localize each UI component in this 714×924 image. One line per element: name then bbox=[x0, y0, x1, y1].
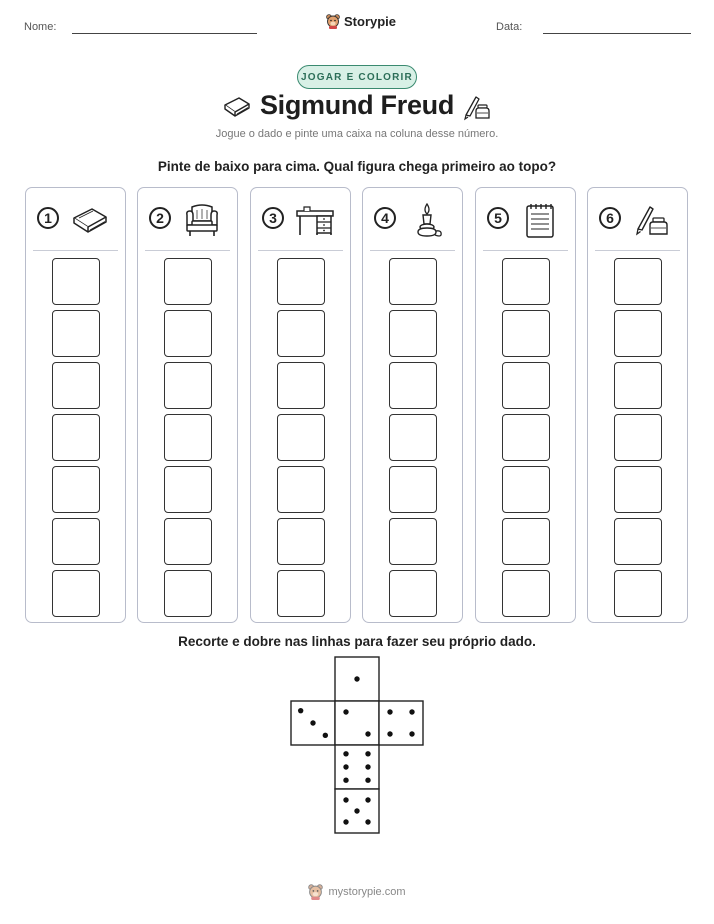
color-box[interactable] bbox=[277, 518, 325, 565]
instruction-text: Pinte de baixo para cima. Qual figura chega primeiro ao topo? bbox=[157, 159, 557, 174]
book-icon bbox=[70, 201, 110, 239]
dice-face-4 bbox=[379, 701, 423, 745]
dice-pip bbox=[409, 731, 414, 736]
brand-logo bbox=[326, 14, 396, 29]
dice-pip bbox=[354, 676, 359, 681]
color-box[interactable] bbox=[614, 570, 662, 617]
dice-pip bbox=[387, 709, 392, 714]
column-number: 4 bbox=[374, 207, 396, 229]
color-box[interactable] bbox=[389, 310, 437, 357]
color-box[interactable] bbox=[52, 414, 100, 461]
color-box[interactable] bbox=[614, 310, 662, 357]
footer bbox=[0, 884, 714, 900]
color-box[interactable] bbox=[164, 310, 212, 357]
color-box[interactable] bbox=[389, 362, 437, 409]
column-5 bbox=[475, 187, 576, 623]
dice-pip bbox=[343, 797, 348, 802]
color-box[interactable] bbox=[164, 466, 212, 513]
color-box[interactable] bbox=[389, 258, 437, 305]
column-header bbox=[476, 188, 575, 250]
column-header bbox=[26, 188, 125, 250]
dice-face-3 bbox=[291, 701, 335, 745]
color-box[interactable] bbox=[164, 258, 212, 305]
dice-pip bbox=[343, 709, 348, 714]
page-title: Sigmund Freud bbox=[259, 90, 455, 120]
color-box[interactable] bbox=[52, 310, 100, 357]
column-header bbox=[138, 188, 237, 250]
column-divider bbox=[483, 250, 568, 251]
bear-icon bbox=[308, 884, 323, 900]
color-box[interactable] bbox=[164, 518, 212, 565]
dice-pip bbox=[365, 819, 370, 824]
color-box[interactable] bbox=[502, 518, 550, 565]
color-box[interactable] bbox=[614, 414, 662, 461]
color-box[interactable] bbox=[614, 518, 662, 565]
color-box[interactable] bbox=[389, 570, 437, 617]
date-label: Data: bbox=[496, 21, 523, 33]
pen-inkwell-icon bbox=[632, 201, 672, 239]
column-divider bbox=[145, 250, 230, 251]
color-box[interactable] bbox=[52, 518, 100, 565]
color-box[interactable] bbox=[277, 362, 325, 409]
dice-pip bbox=[310, 720, 315, 725]
column-header bbox=[251, 188, 350, 250]
dice-pip bbox=[365, 778, 370, 783]
color-box[interactable] bbox=[52, 362, 100, 409]
color-box[interactable] bbox=[52, 258, 100, 305]
column-header bbox=[363, 188, 462, 250]
dice-caption: Recorte e dobre nas linhas para fazer seu próprio dado. bbox=[178, 634, 536, 649]
column-divider bbox=[33, 250, 118, 251]
dice-pip bbox=[343, 819, 348, 824]
color-box[interactable] bbox=[164, 414, 212, 461]
name-line[interactable] bbox=[72, 33, 257, 34]
date-line[interactable] bbox=[543, 33, 691, 34]
column-3 bbox=[250, 187, 351, 623]
color-box[interactable] bbox=[277, 414, 325, 461]
color-box[interactable] bbox=[277, 570, 325, 617]
bear-icon bbox=[326, 14, 340, 29]
column-divider bbox=[370, 250, 455, 251]
dice-face-5 bbox=[335, 789, 379, 833]
color-box[interactable] bbox=[277, 310, 325, 357]
dice-face-2 bbox=[335, 701, 379, 745]
desk-icon bbox=[295, 201, 335, 239]
color-box[interactable] bbox=[389, 466, 437, 513]
dice-pip bbox=[343, 778, 348, 783]
color-box[interactable] bbox=[389, 518, 437, 565]
color-box[interactable] bbox=[614, 362, 662, 409]
column-number: 3 bbox=[262, 207, 284, 229]
pen-inkwell-icon bbox=[462, 93, 492, 121]
dice-face-1 bbox=[335, 657, 379, 701]
footer-url: mystorypie.com bbox=[328, 886, 406, 898]
dice-pip bbox=[365, 797, 370, 802]
column-divider bbox=[595, 250, 680, 251]
dice-pip bbox=[365, 751, 370, 756]
activity-badge: JOGAR E COLORIR bbox=[297, 65, 417, 89]
armchair-icon bbox=[182, 201, 222, 239]
column-1 bbox=[25, 187, 126, 623]
column-number: 2 bbox=[149, 207, 171, 229]
color-box[interactable] bbox=[277, 258, 325, 305]
color-box[interactable] bbox=[52, 466, 100, 513]
color-box[interactable] bbox=[277, 466, 325, 513]
subtitle: Jogue o dado e pinte uma caixa na coluna desse número. bbox=[215, 128, 499, 140]
dice-face-6 bbox=[335, 745, 379, 789]
column-divider bbox=[258, 250, 343, 251]
dice-net bbox=[290, 656, 426, 836]
column-2 bbox=[137, 187, 238, 623]
color-box[interactable] bbox=[502, 414, 550, 461]
dice-pip bbox=[365, 731, 370, 736]
color-box[interactable] bbox=[614, 466, 662, 513]
dice-pip bbox=[365, 764, 370, 769]
dice-pip bbox=[343, 751, 348, 756]
column-6 bbox=[587, 187, 688, 623]
notepad-icon bbox=[520, 201, 560, 239]
color-box[interactable] bbox=[614, 258, 662, 305]
column-number: 1 bbox=[37, 207, 59, 229]
color-box[interactable] bbox=[502, 310, 550, 357]
color-box[interactable] bbox=[502, 258, 550, 305]
column-header bbox=[588, 188, 687, 250]
dice-pip bbox=[409, 709, 414, 714]
color-box[interactable] bbox=[52, 570, 100, 617]
dice-pip bbox=[387, 731, 392, 736]
oil-lamp-icon bbox=[407, 201, 447, 239]
column-number: 5 bbox=[487, 207, 509, 229]
color-box[interactable] bbox=[502, 570, 550, 617]
dice-pip bbox=[343, 764, 348, 769]
dice-pip bbox=[298, 708, 303, 713]
color-box[interactable] bbox=[164, 570, 212, 617]
color-box[interactable] bbox=[164, 362, 212, 409]
dice-pip bbox=[323, 733, 328, 738]
dice-pip bbox=[354, 808, 359, 813]
color-box[interactable] bbox=[502, 466, 550, 513]
column-number: 6 bbox=[599, 207, 621, 229]
color-box[interactable] bbox=[389, 414, 437, 461]
column-4 bbox=[362, 187, 463, 623]
brand-name: Storypie bbox=[344, 14, 397, 29]
color-box[interactable] bbox=[502, 362, 550, 409]
name-label: Nome: bbox=[24, 21, 57, 33]
